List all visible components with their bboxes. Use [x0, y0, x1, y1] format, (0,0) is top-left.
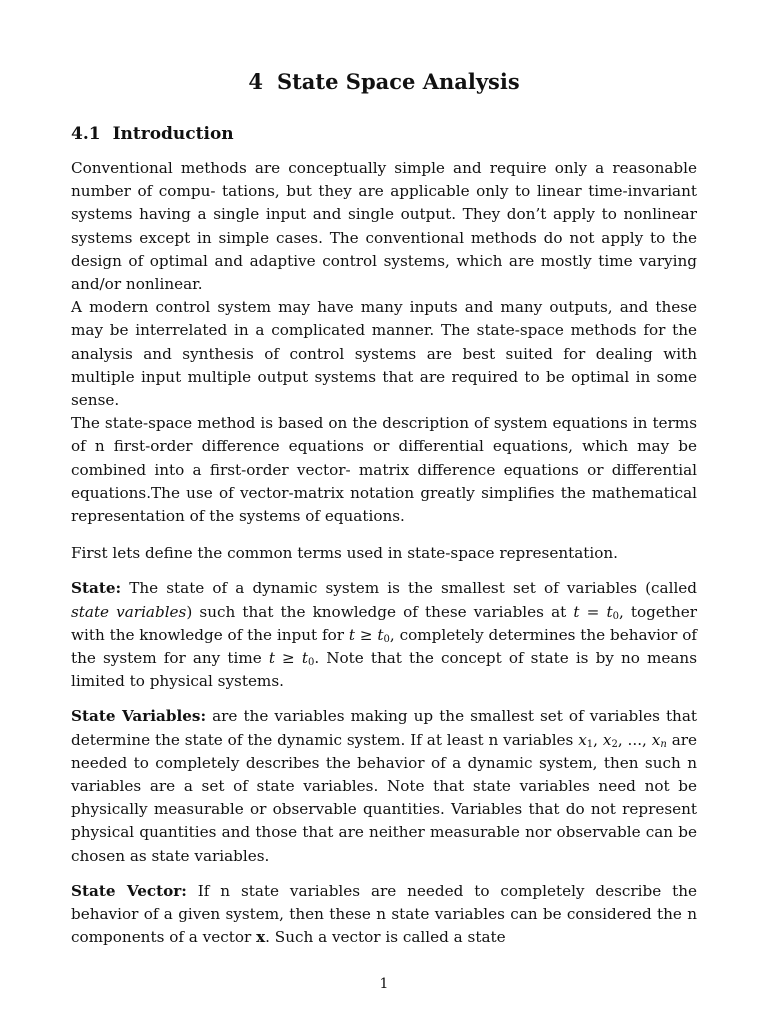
definition-state-vector: State Vector: If n state variables are needed to completely describe the behavior of a given system, then these n state variables can be considered the n components of a vector x. Such a vector is called a state — [71, 881, 697, 947]
paragraph-state-space-method: The state-space method is based on the description of system equations in terms of n first-order difference equations or differential equations, which may be combined into a first-order vector- matrix difference equations or differential equations.The use of vector-matrix notation greatly simplifies the mathematical representation of the systems of equations. — [71, 414, 697, 526]
term-state: State: — [71, 579, 122, 598]
vector-x-bold: x — [256, 928, 266, 947]
state-variables-emphasis: state variables — [71, 602, 187, 621]
chapter-number: 4 — [248, 69, 263, 94]
definition-state-variables: State Variables: are the variables making up the smallest set of variables that determine the state of the dynamic system. If at least n variables $x_1$, $x_2$, ..., $x_n$ are needed to completely describes the behavior of a dynamic system, then such n variables are a set of state variables. Note that state variables need not be physically measurable or observable quantities. Variables that do not represent physical quantities and those that are neither measurable nor observable can be chosen as state variables. — [71, 707, 697, 865]
section-title — [71, 122, 234, 146]
chapter-title — [71, 68, 697, 96]
definition-state: State: The state of a dynamic system is the smallest set of variables (called state variables) such that the knowledge of these variables at $t = t_0$, together with the knowledge of the input for $t \ge t_0$, completely determines the behavior of the system for any time $t \ge t_0$. Note that the concept of state is by no means limited to physical systems. — [71, 579, 698, 691]
term-state-variables: State Variables: — [71, 707, 207, 726]
chapter-title-text: State Space Analysis — [276, 69, 520, 94]
paragraph-modern-control: A modern control system may have many inputs and many outputs, and these may be interrelated in a complicated manner. The state-space methods for the analysis and synthesis of control systems are best suited for dealing with multiple input multiple output systems that are required to be optimal in some sense. — [71, 298, 697, 410]
paragraph-conventional-methods: Conventional methods are conceptually simple and require only a reasonable number of compu- tations, but they are applicable only to linear time-invariant systems having a single input and single output. They don’t apply to nonlinear systems except in simple cases. The conventional methods do not apply to the design of optimal and adaptive control systems, which are mostly time varying and/or nonlinear. — [71, 159, 697, 294]
section-title-text: Introduction — [112, 124, 234, 144]
page-number: 1 — [379, 976, 389, 992]
paragraph-define-terms: First lets define the common terms used in state-space representation. — [71, 544, 618, 563]
body-text — [71, 157, 697, 950]
section-number: 4.1 — [71, 124, 101, 144]
term-state-vector: State Vector: — [71, 881, 187, 900]
